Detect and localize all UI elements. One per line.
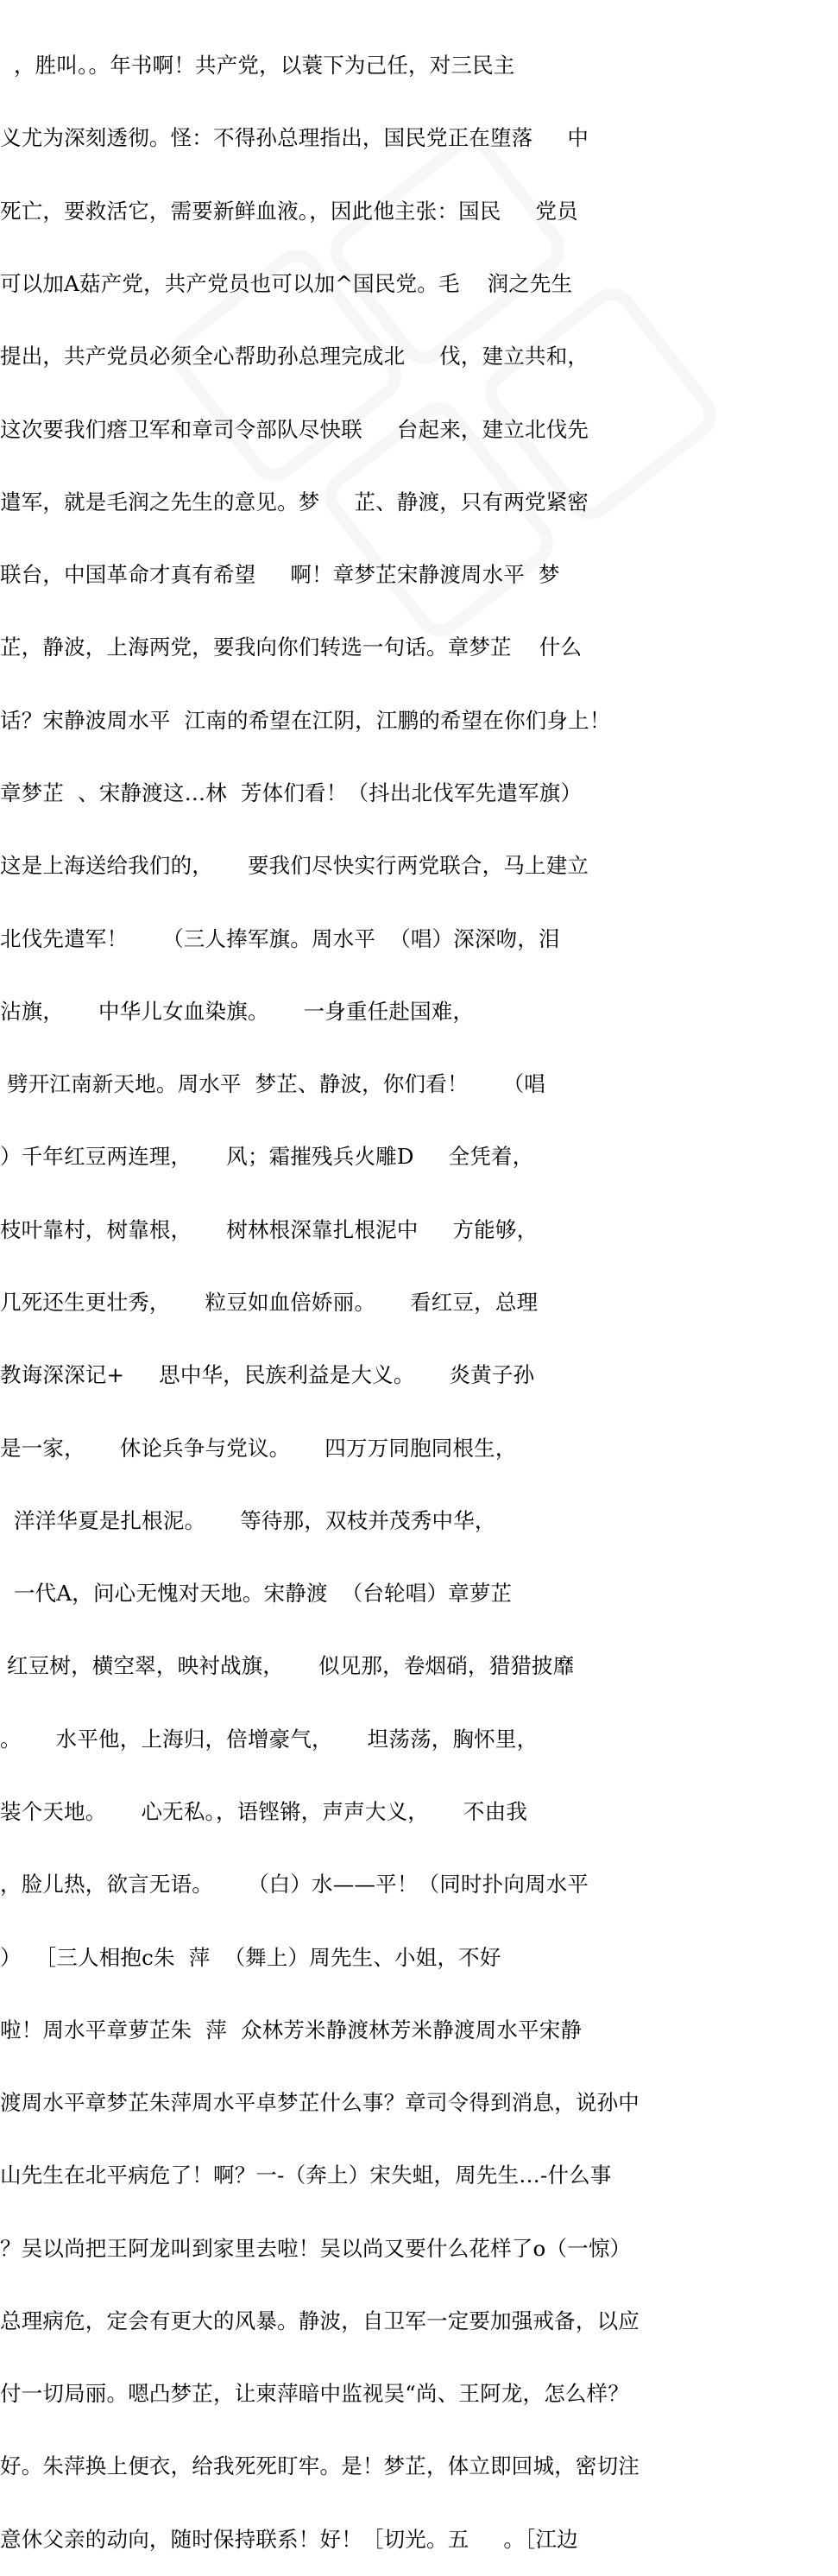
text-line: 洋洋华夏是扎根泥。 等待那，双枝并茂秀中华， — [0, 1507, 496, 1533]
text-line: 章梦芷 、宋静渡这…林 芳体们看！（抖出北伐军先遣军旗） — [0, 780, 583, 805]
text-line: 义尤为深刻透彻。怪：不得孙总理指出，国民党正在堕落 中 — [0, 125, 589, 151]
text-line: 枝叶靠村，树靠根， 树林根深靠扎根泥中 方能够， — [0, 1216, 539, 1242]
text-line: 话？宋静波周水平 江南的希望在江阴，江鹏的希望在你们身上！ — [0, 707, 611, 733]
text-line: 渡周水平章梦芷朱萍周水平卓梦芷什么事？章司令得到消息，说孙中 — [0, 2090, 640, 2116]
text-line: 几死还生更壮秀， 粒豆如血倍娇丽。 看红豆，总理 — [0, 1289, 539, 1315]
text-line: 总理病危，定会有更大的风暴。静波，自卫军一定要加强戒备，以应 — [0, 2308, 640, 2333]
text-line: 死亡，要救活它，需要新鲜血液。，因此他主张：国民 党员 — [0, 198, 578, 224]
text-line: 教诲深深记+ 思中华，民族利益是大义。 炎黄子孙 — [0, 1362, 535, 1388]
text-line: ？吴以尚把王阿龙叫到家里去啦！吴以尚又要什么花样了o（一惊） — [0, 2235, 632, 2261]
text-line: ，脸儿热，欲言无语。 （白）水——平！（同时扑向周水平 — [0, 1872, 589, 1897]
text-line: 是一家， 休论兵争与党议。 四万万同胞同根生， — [0, 1435, 517, 1461]
text-line: 一代A，问心无愧对天地。宋静渡 （台轮唱）章萝芷 — [0, 1581, 513, 1607]
text-line: 这次要我们瘩卫军和章司令部队尽快联 台起来，建立北伐先 — [0, 416, 589, 442]
text-line: 提出，共产党员必须全心帮助孙总理完成北 伐，建立共和， — [0, 344, 589, 369]
text-line: 付一切局丽。嗯凸梦芷，让柬萍暗中监视吴“尚、王阿龙，怎么样？ — [0, 2381, 630, 2407]
text-line: 红豆树，横空翠，映衬战旗， 似见那，卷烟硝，猎猎披靡 — [0, 1653, 575, 1679]
text-line: ）千年红豆两连理， 风；霜摧残兵火雕D 全凭着， — [0, 1144, 534, 1170]
text-line: 。 水平他，上海归，倍增豪气， 坦荡荡，胸怀里， — [0, 1726, 539, 1752]
text-line: 好。朱萍换上便衣，给我死死盯牢。是！梦芷，体立即回城，密切注 — [0, 2453, 640, 2479]
text-line: ，胜叫。。年书啊！共产党，以蓑下为己任，对三民主 — [0, 53, 515, 79]
text-line: 装个天地。 心无私。，语铿锵，声声大义， 不由我 — [0, 1798, 528, 1824]
text-line: 芷，静波，上海两党，要我向你们转选一句话。章梦芷 什么 — [0, 635, 583, 660]
text-line: 这是上海送给我们的， 要我们尽快实行两党联合，马上建立 — [0, 853, 589, 879]
document-body — [0, 5, 777, 2552]
text-line: 意休父亲的动向，随时保持联系！好！［切光。五 。［江边 — [0, 2526, 578, 2552]
text-line: ） ［三人相抱c朱 萍 （舞上）周先生、小姐，不好 — [0, 1944, 501, 1970]
text-line: 遣军，就是毛润之先生的意见。梦 芷、静渡，只有两党紧密 — [0, 489, 589, 515]
text-line: 沾旗， 中华儿女血染旗。 一身重任赴国难， — [0, 998, 475, 1024]
text-line: 啦！周水平章萝芷朱 萍 众林芳米静渡林芳米静渡周水平宋静 — [0, 2017, 583, 2042]
text-line: 联台，中国革命才真有希望 啊！章梦芷宋静渡周水平 梦 — [0, 562, 560, 588]
text-line: 可以加A菇产党，共产党员也可以加^国民党。毛 润之先生 — [0, 271, 573, 297]
text-line: 劈开江南新天地。周水平 梦芷、静波，你们看！ （唱 — [0, 1071, 546, 1097]
text-line: 山先生在北平病危了！啊？一-（奔上）宋失蛆，周先生…-什么事 — [0, 2162, 612, 2188]
text-line: 北伐先遣军！ （三人捧军旗。周水平 （唱）深深吻，泪 — [0, 925, 560, 951]
